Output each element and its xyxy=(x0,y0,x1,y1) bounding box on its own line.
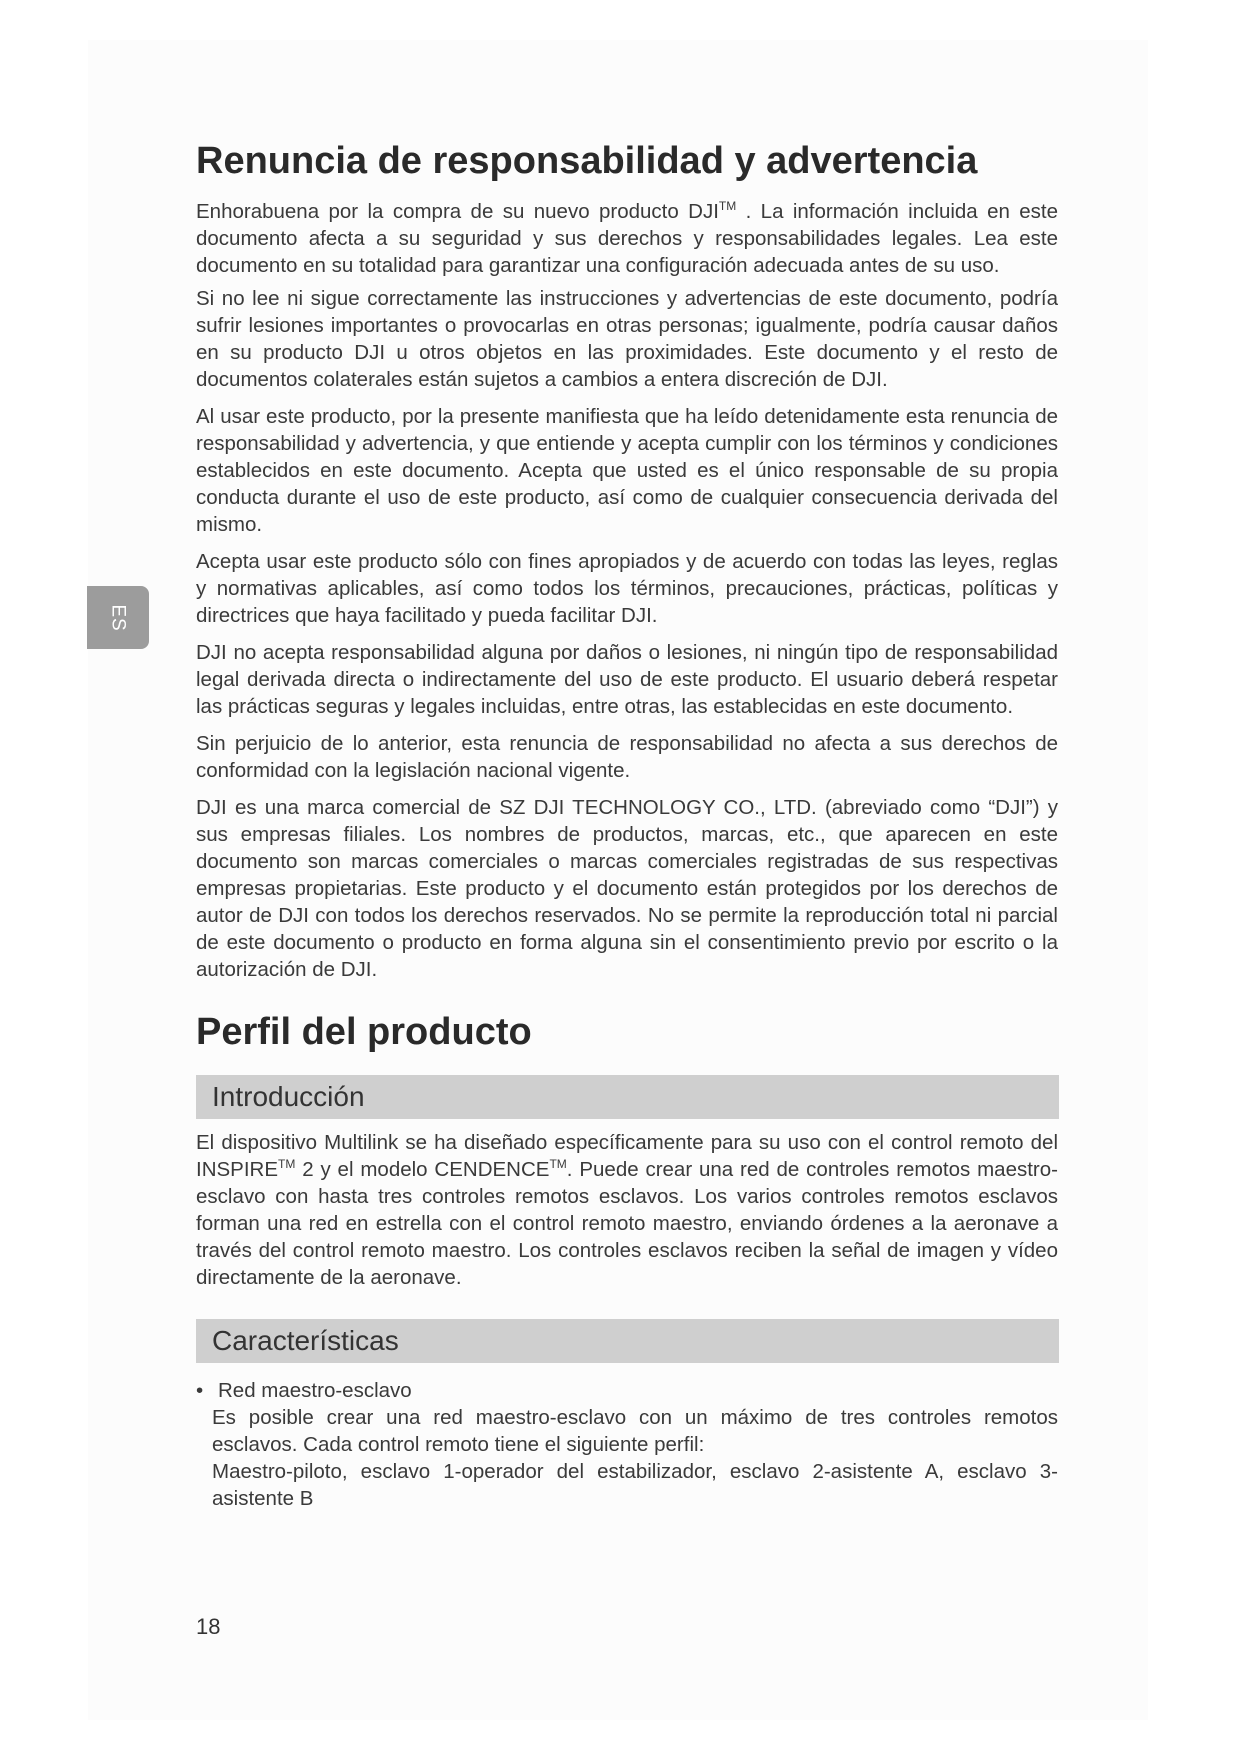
feature-list-item xyxy=(196,1377,1058,1404)
feature-description-line-2: Maestro-piloto, esclavo 1-operador del estabilizador, esclavo 2-asistente A, esclavo 3- asistente B xyxy=(212,1460,1058,1510)
features-heading: Características xyxy=(196,1319,1059,1363)
content-column xyxy=(196,136,1058,1512)
trademark-mark: TM xyxy=(549,1157,567,1172)
introduction-text-c: . Puede crear una red de controles remotos maestro-esclavo con hasta tres controles remotos esclavos. Los varios controles remotos esclavos forman una red en estrella con el control remoto maestro, enviando órdenes a la aeronave a través del control remoto maestro. Los controles esclavos reciben la señal de imagen y vídeo directamente de la aeronave. xyxy=(196,1158,1058,1289)
disclaimer-paragraph-1 xyxy=(196,198,1058,279)
introduction-paragraph xyxy=(196,1129,1058,1291)
feature-description xyxy=(196,1404,1058,1512)
feature-title: Red maestro-esclavo xyxy=(218,1379,412,1402)
trademark-mark: TM xyxy=(718,199,737,214)
language-tab-label: ES xyxy=(107,603,129,632)
introduction-text-a: El dispositivo Multilink se ha diseñado específicamente para su uso con el control remoto del INSPIRE xyxy=(196,1131,1058,1181)
trademark-mark: TM xyxy=(278,1157,296,1172)
feature-description-line-1: Es posible crear una red maestro-esclavo con un máximo de tres controles remotos esclavos. Cada control remoto tiene el siguiente perfil: xyxy=(212,1406,1058,1456)
disclaimer-paragraph-4: Acepta usar este producto sólo con fines apropiados y de acuerdo con todas las leyes, reglas y normativas aplicables, así como todos los términos, precauciones, prácticas, políticas y directrices que haya facilitado y pueda facilitar DJI. xyxy=(196,550,1058,627)
disclaimer-paragraph-7: DJI es una marca comercial de SZ DJI TECHNOLOGY CO., LTD. (abreviado como “DJI”) y sus empresas filiales. Los nombres de productos, marcas, etc., que aparecen en este documento son marcas comerciales o marcas comerciales registradas de sus respectivas empresas propietarias. Este producto y el documento están protegidos por los derechos de autor de DJI con todos los derechos reservados. No se permite la reproducción total ni parcial de este documento o producto en forma alguna sin el consentimiento previo por escrito o la autorización de DJI. xyxy=(196,796,1058,981)
page-number: 18 xyxy=(196,1614,221,1639)
introduction-heading: Introducción xyxy=(196,1075,1059,1119)
disclaimer-paragraph-1-start: Enhorabuena por la compra de su nuevo producto DJI xyxy=(196,200,719,223)
disclaimer-paragraph-2: Si no lee ni sigue correctamente las instrucciones y advertencias de este documento, podría sufrir lesiones importantes o provocarlas en otras personas; igualmente, podría causar daños en su producto DJI u otros objetos en las proximidades. Este documento y el resto de documentos colaterales están sujetos a cambios a entera discreción de DJI. xyxy=(196,287,1058,391)
introduction-text-b: 2 y el modelo CENDENCE xyxy=(295,1158,550,1181)
disclaimer-title: Renuncia de responsabilidad y advertencia xyxy=(196,140,978,182)
product-profile-title: Perfil del producto xyxy=(196,1011,532,1053)
disclaimer-paragraph-3: Al usar este producto, por la presente manifiesta que ha leído detenidamente esta renuncia de responsabilidad y advertencia, y que entiende y acepta cumplir con los términos y condiciones establecidos en este documento. Acepta que usted es el único responsable de su propia conducta durante el uso de este producto, así como de cualquier consecuencia derivada del mismo. xyxy=(196,405,1058,536)
language-tab xyxy=(87,586,149,649)
disclaimer-paragraph-1-end: . La información incluida en este documento afecta a su seguridad y sus derechos y responsabilidades legales. Lea este documento en su totalidad para garantizar una configuración adecuada antes de su uso. xyxy=(196,200,1058,277)
bullet-icon: • xyxy=(196,1379,204,1402)
disclaimer-paragraph-5: DJI no acepta responsabilidad alguna por daños o lesiones, ni ningún tipo de responsabilidad legal derivada directa o indirectamente del uso de este producto. El usuario deberá respetar las prácticas seguras y legales incluidas, entre otras, las establecidas en este documento. xyxy=(196,641,1058,718)
disclaimer-paragraph-6: Sin perjuicio de lo anterior, esta renuncia de responsabilidad no afecta a sus derechos de conformidad con la legislación nacional vigente. xyxy=(196,732,1058,782)
